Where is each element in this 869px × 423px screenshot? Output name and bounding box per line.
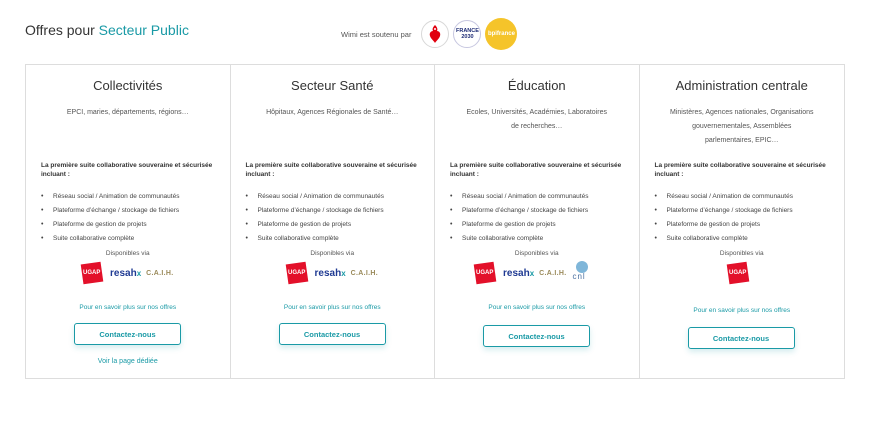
ugap-logo-text: UGAP	[476, 270, 494, 276]
caih-logo: C.A.I.H.	[539, 269, 567, 277]
feature-item: • Plateforme d’échange / stockage de fichiers	[246, 204, 427, 218]
ugap-logo	[726, 262, 749, 285]
feature-item: • Plateforme de gestion de projets	[41, 218, 222, 232]
card-subtitle: Hôpitaux, Agences Régionales de Santé…	[266, 109, 399, 116]
card-subtitle: EPCI, maries, départements, régions…	[66, 109, 189, 116]
learn-more-link[interactable]: Pour en savoir plus sur nos offres	[283, 304, 381, 311]
bpifrance-logo	[485, 18, 517, 50]
distributor-logos	[640, 261, 845, 285]
page-header	[25, 22, 845, 46]
available-via-label: Disponibles via	[719, 250, 764, 257]
sponsor-block	[341, 14, 517, 54]
resah-logo-text: resah	[503, 267, 530, 279]
cnl-logo-text: cnl	[572, 272, 586, 281]
card-title: Collectivités	[93, 78, 163, 93]
feature-item: • Plateforme de gestion de projets	[450, 218, 631, 232]
card-title: Secteur Santé	[291, 78, 374, 93]
feature-item: • Plateforme d’échange / stockage de fichiers	[655, 204, 837, 218]
ugap-logo-text: UGAP	[83, 270, 101, 276]
distributor-logos	[231, 261, 435, 285]
french-tech-logo	[421, 20, 449, 48]
feature-list	[450, 190, 631, 246]
learn-more-link[interactable]: Pour en savoir plus sur nos offres	[693, 307, 791, 314]
page-title-prefix: Offres pour	[25, 22, 99, 38]
ugap-logo	[285, 262, 308, 285]
resah-logo	[110, 268, 141, 279]
feature-item: • Suite collaborative complète	[246, 232, 427, 246]
contact-button[interactable]: Contactez-nous	[688, 327, 795, 349]
caih-logo: C.A.I.H.	[146, 269, 174, 277]
offer-card	[640, 65, 845, 378]
resah-logo-mark: x	[529, 268, 535, 278]
resah-logo-text: resah	[314, 267, 342, 279]
feature-item: • Suite collaborative complète	[450, 232, 631, 246]
feature-list	[655, 190, 837, 246]
ugap-logo-text: UGAP	[287, 270, 306, 276]
feature-item: • Plateforme d’échange / stockage de fichiers	[41, 204, 222, 218]
feature-item: • Plateforme de gestion de projets	[246, 218, 427, 232]
ugap-logo	[81, 262, 104, 285]
cnl-logo	[572, 261, 598, 285]
learn-more-link[interactable]: Pour en savoir plus sur nos offres	[488, 304, 586, 311]
offer-card	[231, 65, 436, 378]
suite-description: La première suite collaborative souveraine et sécurisée incluant :	[450, 162, 622, 178]
resah-logo-text: resah	[110, 267, 137, 279]
suite-description: La première suite collaborative souveraine et sécurisée incluant :	[654, 162, 826, 178]
feature-item: • Réseau social / Animation de communautés	[655, 190, 837, 204]
resah-logo	[315, 268, 346, 279]
page-title	[25, 22, 189, 38]
distributor-logos	[26, 261, 230, 285]
feature-item: • Réseau social / Animation de communautés	[246, 190, 427, 204]
offer-cards	[25, 64, 845, 379]
offer-card	[435, 65, 640, 378]
ugap-logo-text: UGAP	[729, 270, 747, 276]
ugap-logo	[474, 262, 497, 285]
feature-item: • Réseau social / Animation de communautés	[41, 190, 222, 204]
distributor-logos	[435, 261, 639, 285]
suite-description: La première suite collaborative souveraine et sécurisée incluant :	[41, 162, 213, 178]
offer-card	[26, 65, 231, 378]
feature-item: • Plateforme d’échange / stockage de fichiers	[450, 204, 631, 218]
card-title: Administration centrale	[675, 78, 808, 93]
card-subtitle: Ecoles, Universités, Académies, Laboratoires de recherches…	[466, 109, 607, 130]
suite-description: La première suite collaborative souveraine et sécurisée incluant :	[245, 162, 417, 178]
bpifrance-label: bpifrance	[487, 31, 515, 37]
learn-more-link[interactable]: Pour en savoir plus sur nos offres	[79, 304, 177, 311]
feature-list	[41, 190, 222, 246]
france-2030-logo	[453, 20, 481, 48]
available-via-label: Disponibles via	[105, 250, 150, 257]
contact-button[interactable]: Contactez-nous	[74, 323, 181, 345]
rooster-icon	[426, 24, 444, 44]
france-2030-label: FRANCE 2030	[455, 28, 479, 40]
contact-button[interactable]: Contactez-nous	[483, 325, 590, 347]
resah-logo	[503, 268, 534, 279]
contact-button[interactable]: Contactez-nous	[279, 323, 386, 345]
available-via-label: Disponibles via	[310, 250, 355, 257]
feature-item: • Réseau social / Animation de communautés	[450, 190, 631, 204]
sponsor-text: Wimi est soutenu par	[341, 29, 412, 39]
resah-logo-mark: x	[136, 268, 142, 278]
resah-logo-mark: x	[341, 268, 346, 278]
feature-item: • Suite collaborative complète	[655, 232, 837, 246]
caih-logo: C.A.I.H.	[350, 269, 378, 277]
card-title: Éducation	[507, 78, 566, 93]
dedicated-page-link[interactable]: Voir la page dédiée	[97, 358, 158, 365]
card-subtitle: Ministères, Agences nationales, Organisations gouvernementales, Assemblées parlementaires, EPIC…	[669, 109, 814, 144]
available-via-label: Disponibles via	[514, 250, 559, 257]
feature-item: • Suite collaborative complète	[41, 232, 222, 246]
page-title-accent: Secteur Public	[98, 22, 189, 38]
feature-list	[246, 190, 427, 246]
feature-item: • Plateforme de gestion de projets	[655, 218, 837, 232]
